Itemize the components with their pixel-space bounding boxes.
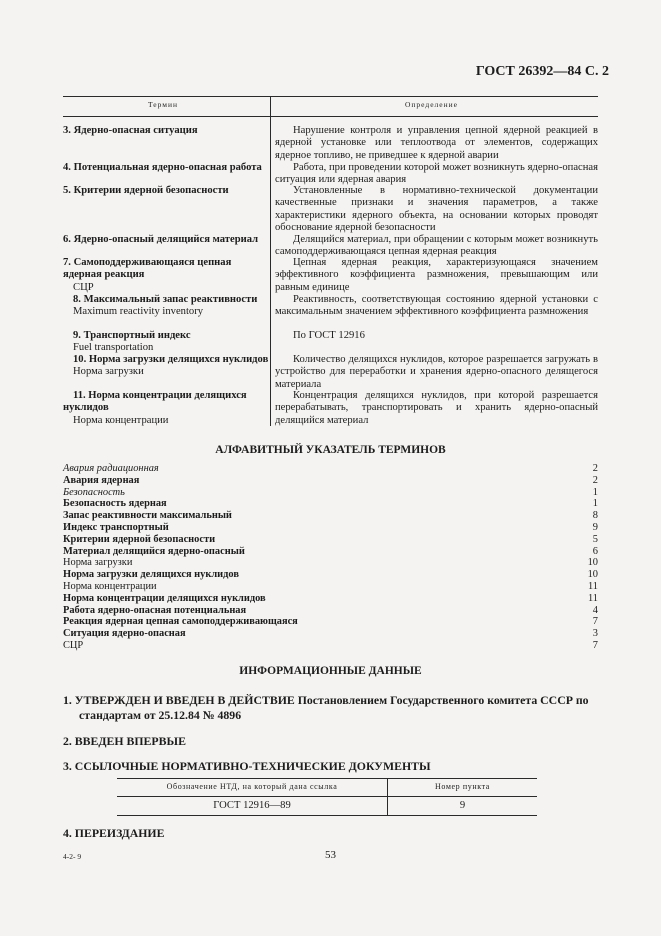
term-3: 3. Ядерно-опасная ситуация — [63, 125, 198, 136]
section-1-heading: 1. УТВЕРЖДЕН И ВВЕДЕН В ДЕЙСТВИЕ Постановлением Государственного комитета СССР по — [63, 693, 589, 707]
index-entry-text: Индекс транспортный — [63, 522, 169, 533]
index-entry — [63, 522, 598, 534]
index-entry-number: 10 — [587, 557, 598, 569]
index-entry-number: 2 — [592, 474, 598, 486]
ref-clause-number: 9 — [459, 800, 466, 811]
index-entry — [63, 463, 598, 475]
index-entry-number: 5 — [592, 533, 598, 545]
index-entry — [63, 487, 598, 499]
index-entry-text: СЦР — [63, 640, 84, 651]
term-6: 6. Ядерно-опасный делящийся материал — [63, 234, 259, 245]
index-title: АЛФАВИТНЫЙ УКАЗАТЕЛЬ ТЕРМИНОВ — [215, 444, 446, 456]
index-entry-number: 7 — [592, 640, 598, 651]
ref-table-top-rule — [117, 778, 537, 779]
term-7-alt: СЦР — [73, 281, 94, 293]
section-1-continuation: стандартам от 25.12.84 № 4896 — [79, 708, 242, 722]
index-entry — [63, 510, 598, 522]
index-entry — [63, 628, 598, 640]
term-5: 5. Критерии ядерной безопасности — [63, 185, 229, 196]
page-header: ГОСТ 26392—84 С. 2 — [475, 64, 609, 79]
index-entry-number: 6 — [592, 545, 598, 557]
index-entry — [63, 557, 598, 569]
term-10 — [63, 354, 270, 379]
index-entry-text: Норма загрузки — [63, 557, 133, 569]
term-7-name: 7. Самоподдерживающаяся цепная ядерная реакция — [63, 257, 232, 281]
index-entry-text: Критерии ядерной безопасности — [63, 533, 216, 545]
info-title: ИНФОРМАЦИОННЫЕ ДАННЫЕ — [239, 665, 422, 677]
term-9-alt: Fuel transportation — [73, 342, 154, 354]
definition-8: Реактивность, соответствующая состоянию ядерной установки с максимальным значением эффективного коэффициента размножения — [275, 294, 598, 318]
term-11-alt: Норма концентрации — [73, 414, 169, 426]
index-entry — [63, 605, 598, 617]
table-column-divider — [270, 96, 271, 426]
index-entry-text: Авария ядерная — [63, 474, 140, 486]
definition-9: По ГОСТ 12916 — [293, 330, 365, 341]
column-header-term: Термин — [148, 100, 179, 109]
index-entry — [63, 593, 598, 605]
index-entry — [63, 581, 598, 593]
definition-4: Работа, при проведении которой может возникнуть ядерно-опасная ситуация или ядерная авария — [275, 162, 598, 186]
term-9 — [63, 330, 270, 355]
term-9-name: 9. Транспортный индекс — [73, 330, 191, 341]
index-entry — [63, 640, 598, 652]
ref-table-bottom-rule — [117, 815, 537, 816]
term-11 — [63, 390, 270, 427]
term-11-name: 11. Норма концентрации делящихся нуклидов — [63, 390, 247, 414]
definition-3: Нарушение контроля и управления цепной ядерной реакцией в ядерной установке или теплоотвода от элементов, содержащих ядерное топливо, не приведшее к ядерной аварии — [275, 125, 598, 161]
table-header-rule — [63, 116, 598, 117]
column-header-definition: Определение — [405, 100, 458, 109]
ref-col-clause: Номер пункта — [435, 782, 490, 791]
index-entry-number: 9 — [592, 522, 598, 533]
index-entry-number: 3 — [592, 628, 598, 640]
index-entry-text: Материал делящийся ядерно-опасный — [63, 545, 245, 557]
ref-col-document: Обозначение НТД, на который дана ссылка — [166, 782, 338, 791]
definition-6: Делящийся материал, при обращении с которым может возникнуть самоподдерживающаяся цепная ядерная реакция — [275, 234, 598, 258]
index-entry-number: 4 — [592, 604, 598, 616]
index-entry — [63, 569, 598, 581]
index-entry-number: 11 — [587, 592, 598, 604]
index-entry-number: 11 — [587, 581, 598, 592]
index-entry-number: 1 — [592, 486, 598, 498]
term-10-alt: Норма загрузки — [73, 366, 144, 378]
definition-11: Концентрация делящихся нуклидов, при которой разрешается перерабатывать, транспортировать и хранить ядерно-опасный делящийся материал — [275, 390, 598, 426]
index-entry-number: 8 — [592, 510, 598, 522]
index-entry-text: Безопасность — [63, 486, 125, 498]
index-entry — [63, 498, 598, 510]
index-entry — [63, 616, 598, 628]
index-entry-text: Норма концентрации — [63, 581, 157, 592]
term-8-alt: Maximum reactivity inventory — [73, 306, 204, 318]
definition-7: Цепная ядерная реакция, характеризующаяся значением эффективного коэффициента размножения, превышающим или равным единице — [275, 257, 598, 293]
index-entry-number: 2 — [592, 463, 598, 474]
index-entry-text: Запас реактивности максимальный — [63, 510, 232, 522]
index-entry-number: 7 — [592, 616, 598, 628]
section-2-heading: 2. ВВЕДЕН ВПЕРВЫЕ — [63, 734, 186, 748]
term-8 — [63, 294, 270, 319]
index-entry-text: Безопасность ядерная — [63, 498, 167, 510]
footer-code: 4-2- 9 — [63, 852, 82, 861]
index-entry-number: 10 — [587, 569, 598, 581]
index-entry — [63, 546, 598, 558]
index-entry — [63, 534, 598, 546]
definition-5: Установленные в нормативно-технической документации качественные признаки и значения параметров, а также характеристики ядерного объекта, на основании которых проводят обоснование ядерной безопасности — [275, 185, 598, 233]
index-entry-text: Норма загрузки делящихся нуклидов — [63, 569, 239, 581]
index-entry-text: Реакция ядерная цепная самоподдерживающаяся — [63, 616, 298, 628]
page-number: 53 — [325, 849, 336, 861]
section-3-heading: 3. ССЫЛОЧНЫЕ НОРМАТИВНО-ТЕХНИЧЕСКИЕ ДОКУМЕНТЫ — [63, 759, 431, 773]
term-4: 4. Потенциальная ядерно-опасная работа — [63, 162, 262, 173]
term-7 — [63, 257, 270, 294]
section-4-heading: 4. ПЕРЕИЗДАНИЕ — [63, 826, 165, 840]
index-entry-text: Авария радиационная — [63, 463, 159, 474]
ref-table-header-rule — [117, 796, 537, 797]
term-10-name: 10. Норма загрузки делящихся нуклидов — [73, 354, 269, 365]
definition-10: Количество делящихся нуклидов, которое разрешается загружать в устройство для переработки и хранения ядерно-опасного делящегося материала — [275, 354, 598, 390]
index-entry-number: 1 — [592, 498, 598, 510]
index-entry-text: Работа ядерно-опасная потенциальная — [63, 604, 247, 616]
index-entry — [63, 475, 598, 487]
ref-document: ГОСТ 12916—89 — [213, 800, 291, 811]
index-entry-text: Норма концентрации делящихся нуклидов — [63, 592, 266, 604]
table-top-rule — [63, 96, 598, 97]
term-8-name: 8. Максимальный запас реактивности — [73, 294, 258, 305]
index-entry-text: Ситуация ядерно-опасная — [63, 628, 186, 640]
